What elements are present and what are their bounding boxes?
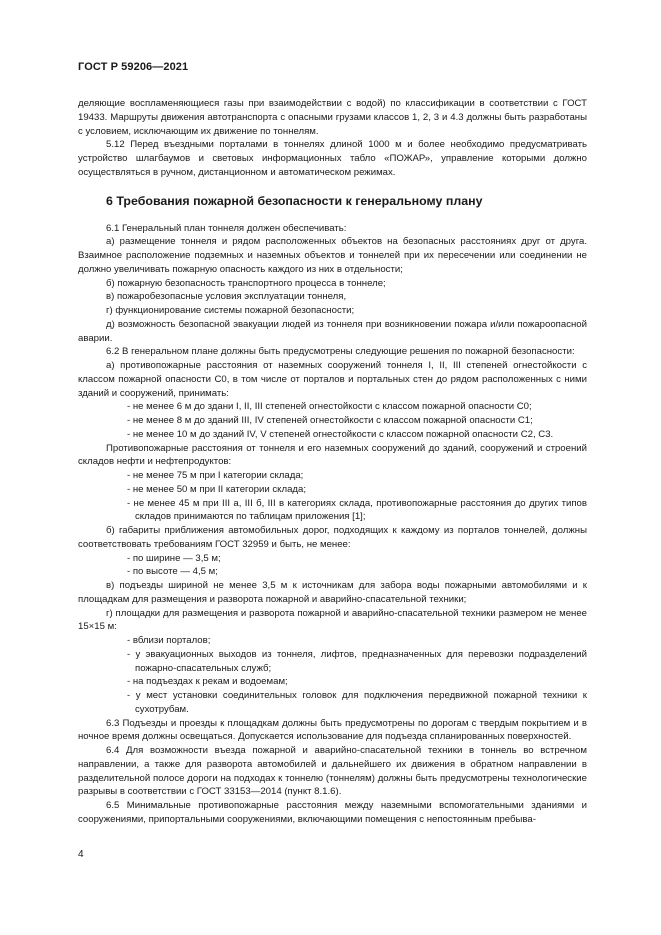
clause: 6.4 Для возможности въезда пожарной и аварийно-спасательной техники в тоннель во встречном направлении, а также для разворота автомобилей и дальнейшего их движения в обратном направлении в разделительной полосе дороги на подходах к тоннелю (тоннелям) должны быть предусмотрены технологические разрывы в соответствии с ГОСТ 33153—2014 (пункт 8.1.6). [78,745,587,798]
clause: г) площадки для размещения и разворота пожарной и аварийно-спасательной техники размером не менее 15×15 м: [78,607,587,633]
clause: г) функционирование системы пожарной безопасности; [106,305,355,316]
clause: 6.1 Генеральный план тоннеля должен обеспечивать: [106,222,347,234]
list-item: - не менее 75 м при I категории склада; [127,470,304,481]
clause: д) возможность безопасной эвакуации людей из тоннеля при возникновении пожара и/или пожароопасной аварии. [78,318,587,344]
list-item: - не менее 10 м до зданий IV, V степеней огнестойкости с классом пожарной опасности С2, С3. [127,428,554,440]
list-item: - по ширине — 3,5 м; [127,552,221,564]
list-item: - не менее 6 м до здани I, II, III степеней огнестойкости с классом пожарной опасности С0; [127,401,532,413]
paragraph: 5.12 Перед въездными порталами в тоннелях длиной 1000 м и более необходимо предусматривать устройство шлагбаумов и световых информационных табло «ПОЖАР», управление которыми должно осуществляться в ручном, дистанционном и автоматическом режимах. [78,139,587,178]
paragraph: деляющие воспламеняющиеся газы при взаимодействии с водой) по классификации в соответствии с ГОСТ 19433. Маршруты движения автотранспорта с опасными грузами классов 1, 2, 3 и 4.3 должны быть разработаны с условием, исключающим их движение по тоннелям. [78,98,587,137]
clause: в) пожаробезопасные условия эксплуатации тоннеля, [106,291,347,303]
list-item: - у эвакуационных выходов из тоннеля, лифтов, предназначенных для перевозки подразделений пожарно-спасательных служб; [127,648,587,674]
list-item: - у мест установки соединительных головок для подключения передвижной пожарной техники к сухотрубам. [127,690,587,715]
list-item: - не менее 8 м до зданий III, IV степеней огнестойкости с классом пожарной опасности С1; [127,415,533,426]
clause: б) габариты приближения автомобильных дорог, подходящих к каждому из порталов тоннелей, должны соответствовать требованиям ГОСТ 32959 и быть, не менее: [78,525,587,550]
document-header: ГОСТ Р 59206—2021 [78,61,189,73]
clause: 6.2 В генеральном плане должны быть предусмотрены следующие решения по пожарной безопасности: [106,346,575,358]
clause: 6.3 Подъезды и проезды к площадкам должны быть предусмотрены по дорогам с твердым покрытием и в ночное время должны освещаться. Допускается использование для подъезда спланированных поверхностей. [78,717,587,743]
list-item: - на подъездах к рекам и водоемам; [127,676,288,688]
list-item: - не менее 50 м при II категории склада; [127,483,307,495]
document-body [78,97,587,827]
list-item: - вблизи порталов; [127,635,211,646]
list-item: - не менее 45 м при III а, III б, III в категориях склада, противопожарные расстояния до других типов складов принимаются по таблицам приложения [1]; [127,497,587,523]
clause: 6.5 Минимальные противопожарные расстояния между наземными вспомогательными зданиями и сооружениями, припортальными сооружениями, включающими помещения с непостоянным пребыва- [78,800,587,825]
clause: Противопожарные расстояния от тоннеля и его наземных сооружений до зданий, сооружений и строений складов нефти и нефтепродуктов: [78,442,587,468]
list-item: - по высоте — 4,5 м; [127,566,218,578]
clause: в) подъезды шириной не менее 3,5 м к источникам для забора воды пожарными автомобилями и к площадкам для размещения и разворота пожарной и аварийно-спасательной техники; [78,580,587,605]
clause: а) противопожарные расстояния от наземных сооружений тоннеля I, II, III степеней огнестойкости с классом пожарной опасности С0, в том числе от порталов и портальных стен до рядом расположенных с ними зданий и сооружений, принимать: [78,360,587,399]
clause: а) размещение тоннеля и рядом расположенных объектов на безопасных расстояниях друг от друга. Взаимное расположение подземных и наземных объектов и тоннелей при их пересечении или соединении не должно увеличивать пожарную опасность каждого из них в отдельности; [78,236,587,275]
section-title: 6 Требования пожарной безопасности к генеральному плану [106,193,483,208]
page-number: 4 [78,849,84,860]
clause: б) пожарную безопасность транспортного процесса в тоннеле; [106,277,386,289]
